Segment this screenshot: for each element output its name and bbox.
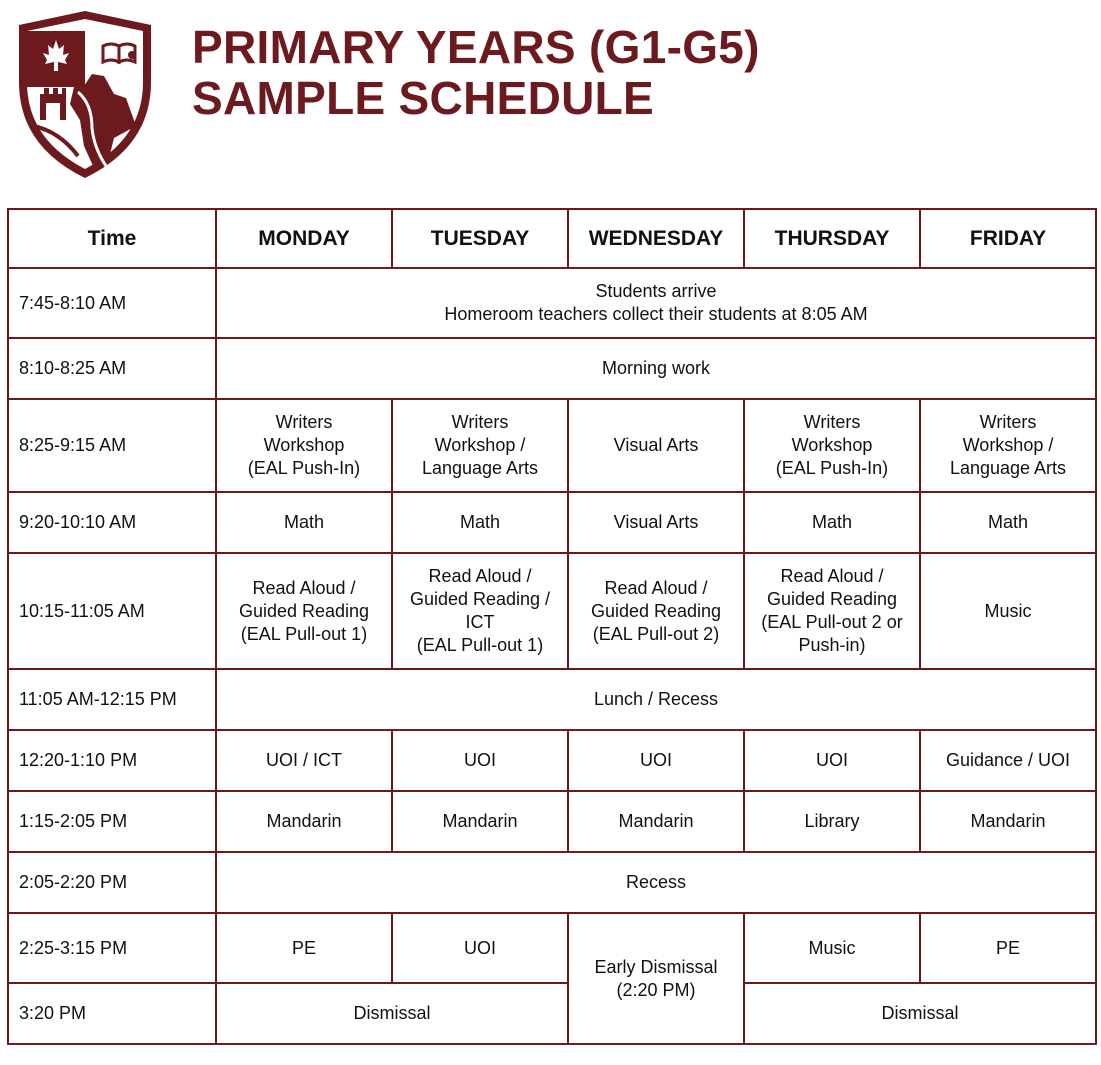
table-row bbox=[8, 983, 1096, 1044]
table-row bbox=[8, 492, 1096, 553]
school-crest-icon bbox=[14, 8, 156, 182]
header-thursday: THURSDAY bbox=[744, 209, 920, 268]
friday-cell: Music bbox=[920, 553, 1096, 669]
wednesday-early-dismissal-cell: Early Dismissal (2:20 PM) bbox=[568, 913, 744, 1044]
thu-fri-dismissal-cell: Dismissal bbox=[744, 983, 1096, 1044]
table-row bbox=[8, 399, 1096, 492]
mon-tue-dismissal-cell: Dismissal bbox=[216, 983, 568, 1044]
time-cell: 9:20-10:10 AM bbox=[8, 492, 216, 553]
all-days-cell: Recess bbox=[216, 852, 1096, 913]
schedule-table bbox=[7, 208, 1097, 1045]
monday-cell: Mandarin bbox=[216, 791, 392, 852]
thursday-cell: Math bbox=[744, 492, 920, 553]
wednesday-cell: UOI bbox=[568, 730, 744, 791]
table-row bbox=[8, 730, 1096, 791]
table-row bbox=[8, 791, 1096, 852]
time-cell: 7:45-8:10 AM bbox=[8, 268, 216, 338]
friday-cell: PE bbox=[920, 913, 1096, 983]
wednesday-cell: Read Aloud / Guided Reading (EAL Pull-out 2) bbox=[568, 553, 744, 669]
friday-cell: Mandarin bbox=[920, 791, 1096, 852]
header-wednesday: WEDNESDAY bbox=[568, 209, 744, 268]
friday-cell: Guidance / UOI bbox=[920, 730, 1096, 791]
time-cell: 2:05-2:20 PM bbox=[8, 852, 216, 913]
all-days-cell: Students arrive Homeroom teachers collect their students at 8:05 AM bbox=[216, 268, 1096, 338]
tuesday-cell: Read Aloud / Guided Reading / ICT (EAL Pull-out 1) bbox=[392, 553, 568, 669]
monday-cell: UOI / ICT bbox=[216, 730, 392, 791]
thursday-cell: Library bbox=[744, 791, 920, 852]
header-friday: FRIDAY bbox=[920, 209, 1096, 268]
header-row bbox=[8, 209, 1096, 268]
table-row bbox=[8, 268, 1096, 338]
monday-cell: Math bbox=[216, 492, 392, 553]
time-cell: 8:25-9:15 AM bbox=[8, 399, 216, 492]
table-row bbox=[8, 669, 1096, 730]
wednesday-cell: Mandarin bbox=[568, 791, 744, 852]
wednesday-cell: Visual Arts bbox=[568, 399, 744, 492]
time-cell: 11:05 AM-12:15 PM bbox=[8, 669, 216, 730]
all-days-cell: Morning work bbox=[216, 338, 1096, 399]
title-line-2: SAMPLE SCHEDULE bbox=[192, 72, 654, 124]
thursday-cell: Writers Workshop (EAL Push-In) bbox=[744, 399, 920, 492]
tuesday-cell: UOI bbox=[392, 730, 568, 791]
wednesday-cell: Visual Arts bbox=[568, 492, 744, 553]
time-cell: 3:20 PM bbox=[8, 983, 216, 1044]
thursday-cell: Music bbox=[744, 913, 920, 983]
monday-cell: Read Aloud / Guided Reading (EAL Pull-out 1) bbox=[216, 553, 392, 669]
thursday-cell: Read Aloud / Guided Reading (EAL Pull-out 2 or Push-in) bbox=[744, 553, 920, 669]
table-row bbox=[8, 913, 1096, 983]
header-time: Time bbox=[8, 209, 216, 268]
time-cell: 1:15-2:05 PM bbox=[8, 791, 216, 852]
table-row bbox=[8, 338, 1096, 399]
header-tuesday: TUESDAY bbox=[392, 209, 568, 268]
table-row bbox=[8, 852, 1096, 913]
friday-cell: Writers Workshop / Language Arts bbox=[920, 399, 1096, 492]
monday-cell: PE bbox=[216, 913, 392, 983]
tuesday-cell: UOI bbox=[392, 913, 568, 983]
table-row bbox=[8, 553, 1096, 669]
title-line-1: PRIMARY YEARS (G1-G5) bbox=[192, 21, 760, 73]
time-cell: 2:25-3:15 PM bbox=[8, 913, 216, 983]
time-cell: 10:15-11:05 AM bbox=[8, 553, 216, 669]
all-days-cell: Lunch / Recess bbox=[216, 669, 1096, 730]
monday-cell: Writers Workshop (EAL Push-In) bbox=[216, 399, 392, 492]
friday-cell: Math bbox=[920, 492, 1096, 553]
tuesday-cell: Math bbox=[392, 492, 568, 553]
time-cell: 8:10-8:25 AM bbox=[8, 338, 216, 399]
tuesday-cell: Mandarin bbox=[392, 791, 568, 852]
header-monday: MONDAY bbox=[216, 209, 392, 268]
time-cell: 12:20-1:10 PM bbox=[8, 730, 216, 791]
tuesday-cell: Writers Workshop / Language Arts bbox=[392, 399, 568, 492]
page-title bbox=[192, 22, 760, 124]
thursday-cell: UOI bbox=[744, 730, 920, 791]
